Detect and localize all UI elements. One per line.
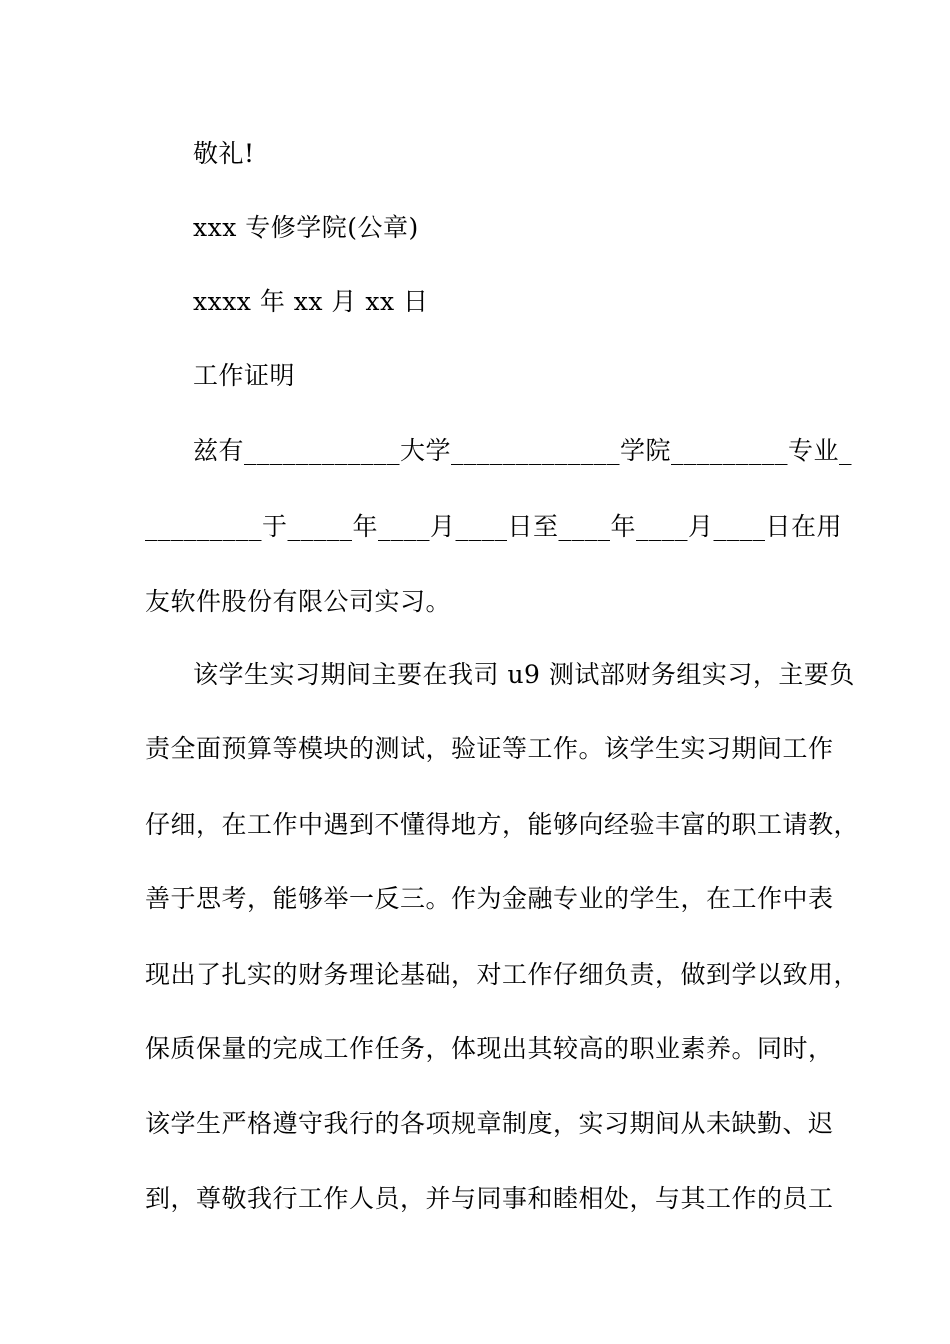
intro-line-1: 兹有____________大学_____________学院_________专业_ [193,436,853,465]
body-line-6: 保质保量的完成工作任务，体现出其较高的职业素养。同时， [145,1034,834,1063]
intro-line-2: _________于_____年____月____日至____年____月____日在用 [145,512,843,541]
body-line-3: 仔细，在工作中遇到不懂得地方，能够向经验丰富的职工请教， [145,810,860,839]
body-line-1: 该学生实习期间主要在我司 u9 测试部财务组实习，主要负 [193,660,855,689]
issue-date: xxxx 年 xx 月 xx 日 [193,287,429,316]
body-line-8: 到，尊敬我行工作人员，并与同事和睦相处，与其工作的员工 [145,1184,834,1213]
body-line-5: 现出了扎实的财务理论基础，对工作仔细负责，做到学以致用， [145,960,860,989]
certificate-title: 工作证明 [193,361,296,390]
issuer-seal-line: xxx 专修学院(公章) [193,213,419,242]
body-line-7: 该学生严格遵守我行的各项规章制度，实习期间从未缺勤、迟 [145,1109,834,1138]
body-line-2: 责全面预算等模块的测试，验证等工作。该学生实习期间工作 [145,734,834,763]
closing-salute: 敬礼! [193,139,255,168]
body-line-4: 善于思考，能够举一反三。作为金融专业的学生，在工作中表 [145,884,834,913]
intro-line-3: 友软件股份有限公司实习。 [145,587,452,616]
